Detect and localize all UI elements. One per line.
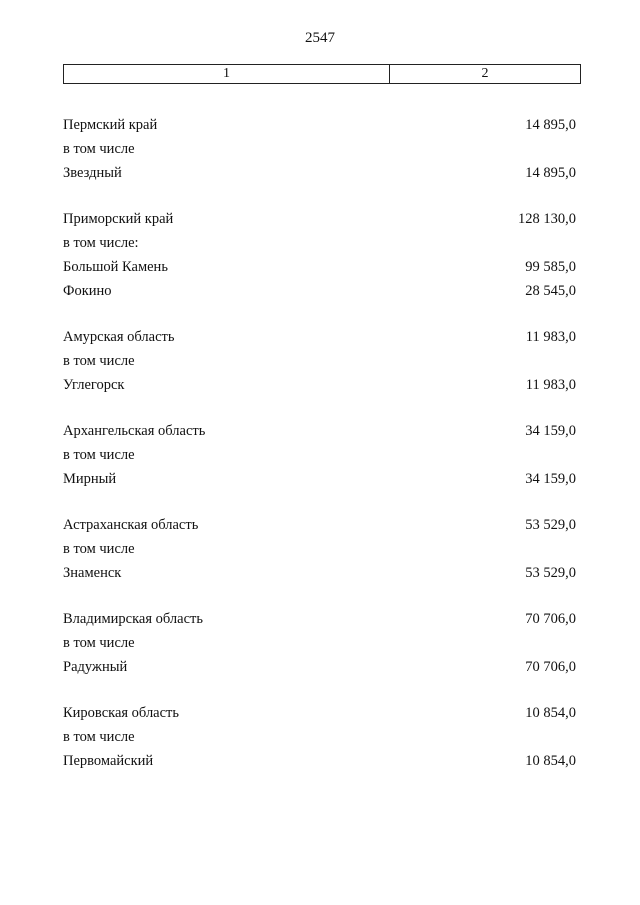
region-name: Кировская область — [63, 705, 180, 721]
region-group — [63, 325, 576, 397]
city-name: Первомайский — [63, 753, 154, 769]
city-value: 34 159,0 — [525, 471, 576, 487]
column-header-1: 1 — [64, 65, 390, 83]
region-row — [63, 113, 576, 137]
region-total: 11 983,0 — [525, 329, 576, 345]
city-row — [63, 161, 576, 185]
city-row — [63, 279, 576, 303]
region-row — [63, 513, 576, 537]
city-value: 53 529,0 — [525, 565, 576, 581]
column-header-2: 2 — [481, 66, 489, 81]
city-row — [63, 749, 576, 773]
region-row — [63, 325, 576, 349]
city-row — [63, 467, 576, 491]
region-name: Архангельская область — [63, 423, 206, 439]
subtitle-row — [63, 349, 576, 373]
including-label: в том числе — [63, 541, 135, 557]
subtitle-row — [63, 231, 576, 255]
region-total: 70 706,0 — [525, 611, 576, 627]
region-row — [63, 701, 576, 725]
table-header — [63, 64, 581, 84]
region-group — [63, 419, 576, 491]
region-group — [63, 513, 576, 585]
subtitle-row — [63, 443, 576, 467]
including-label: в том числе — [63, 729, 135, 745]
city-row — [63, 655, 576, 679]
page-number: 2547 — [305, 30, 335, 46]
city-name: Фокино — [63, 283, 112, 299]
including-label: в том числе — [63, 447, 135, 463]
city-value: 99 585,0 — [525, 259, 576, 275]
region-name: Владимирская область — [63, 611, 203, 627]
city-name: Знаменск — [63, 565, 122, 581]
city-row — [63, 373, 576, 397]
including-label: в том числе — [63, 141, 135, 157]
city-value: 70 706,0 — [525, 659, 576, 675]
city-name: Радужный — [63, 659, 128, 675]
region-row — [63, 607, 576, 631]
region-total: 128 130,0 — [518, 211, 576, 227]
region-name: Пермский край — [63, 117, 158, 133]
subtitle-row — [63, 725, 576, 749]
including-label: в том числе — [63, 635, 135, 651]
region-group — [63, 207, 576, 303]
city-value: 10 854,0 — [525, 753, 576, 769]
city-row — [63, 255, 576, 279]
including-label: в том числе — [63, 353, 135, 369]
including-label: в том числе: — [63, 235, 139, 251]
city-name: Мирный — [63, 471, 117, 487]
region-group — [63, 113, 576, 185]
region-name: Астраханская область — [63, 517, 199, 533]
region-group — [63, 701, 576, 773]
subtitle-row — [63, 137, 576, 161]
city-name: Углегорск — [63, 377, 125, 393]
city-value: 11 983,0 — [525, 377, 576, 393]
city-row — [63, 561, 576, 585]
region-name: Приморский край — [63, 211, 174, 227]
city-name: Большой Камень — [63, 259, 168, 275]
subtitle-row — [63, 537, 576, 561]
region-total: 34 159,0 — [525, 423, 576, 439]
subtitle-row — [63, 631, 576, 655]
region-name: Амурская область — [63, 329, 175, 345]
region-group — [63, 607, 576, 679]
city-value: 14 895,0 — [525, 165, 576, 181]
table-body — [63, 113, 576, 795]
region-row — [63, 207, 576, 231]
region-total: 14 895,0 — [525, 117, 576, 133]
city-name: Звездный — [63, 165, 122, 181]
region-total: 10 854,0 — [525, 705, 576, 721]
region-total: 53 529,0 — [525, 517, 576, 533]
city-value: 28 545,0 — [525, 283, 576, 299]
region-row — [63, 419, 576, 443]
